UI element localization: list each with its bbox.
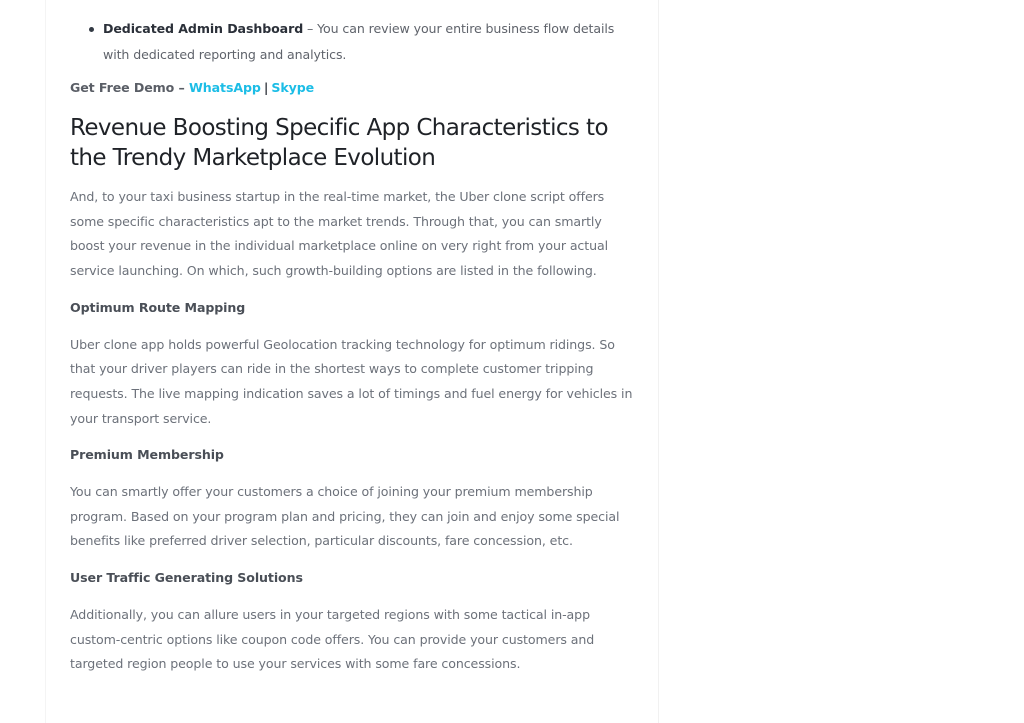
feature-heading-traffic-solutions: User Traffic Generating Solutions [70,570,303,586]
feature-heading-route-mapping: Optimum Route Mapping [70,299,246,315]
list-item [103,16,636,68]
feature-heading-premium-membership: Premium Membership [70,447,224,463]
whatsapp-link[interactable]: WhatsApp [189,80,261,95]
skype-link[interactable]: Skype [271,80,315,95]
bullet-icon [89,27,94,32]
feature-text-premium-membership: You can smartly offer your customers a choice of joining your premium membership program. Based on your program plan and pricing, they can join and enjoy some special benefits like preferred driver selection, particular discounts, fare concession, etc. [70,484,620,549]
section-intro: And, to your taxi business startup in the real-time market, the Uber clone script offers some specific characteristics apt to the market trends. Through that, you can smartly boost your revenue in the individual marketplace online on very right from your actual service launching. On which, such growth-building options are listed in the following. [70,189,608,279]
demo-label: Get Free Demo – [70,80,189,95]
feature-text-route-mapping: Uber clone app holds powerful Geolocation tracking technology for optimum ridings. So that your driver players can ride in the shortest ways to complete customer tripping requests. The live mapping indication saves a lot of timings and fuel energy for vehicles in your transport service. [70,336,633,426]
feature-title: Dedicated Admin Dashboard [103,21,304,36]
feature-text-traffic-solutions: Additionally, you can allure users in your targeted regions with some tactical in-app custom-centric options like coupon code offers. You can provide your customers and targeted region people to use your services with some fare concessions. [70,606,595,672]
article-column [45,0,659,723]
feature-list [70,16,636,68]
section-title: Revenue Boosting Specific App Characteristics to the Trendy Marketplace Evolution [70,115,608,171]
free-demo-line [70,77,636,99]
feature-text: – You can review your entire business flow details with dedicated reporting and analytics. [103,21,615,62]
link-separator: | [263,80,269,95]
article-content [70,16,636,677]
